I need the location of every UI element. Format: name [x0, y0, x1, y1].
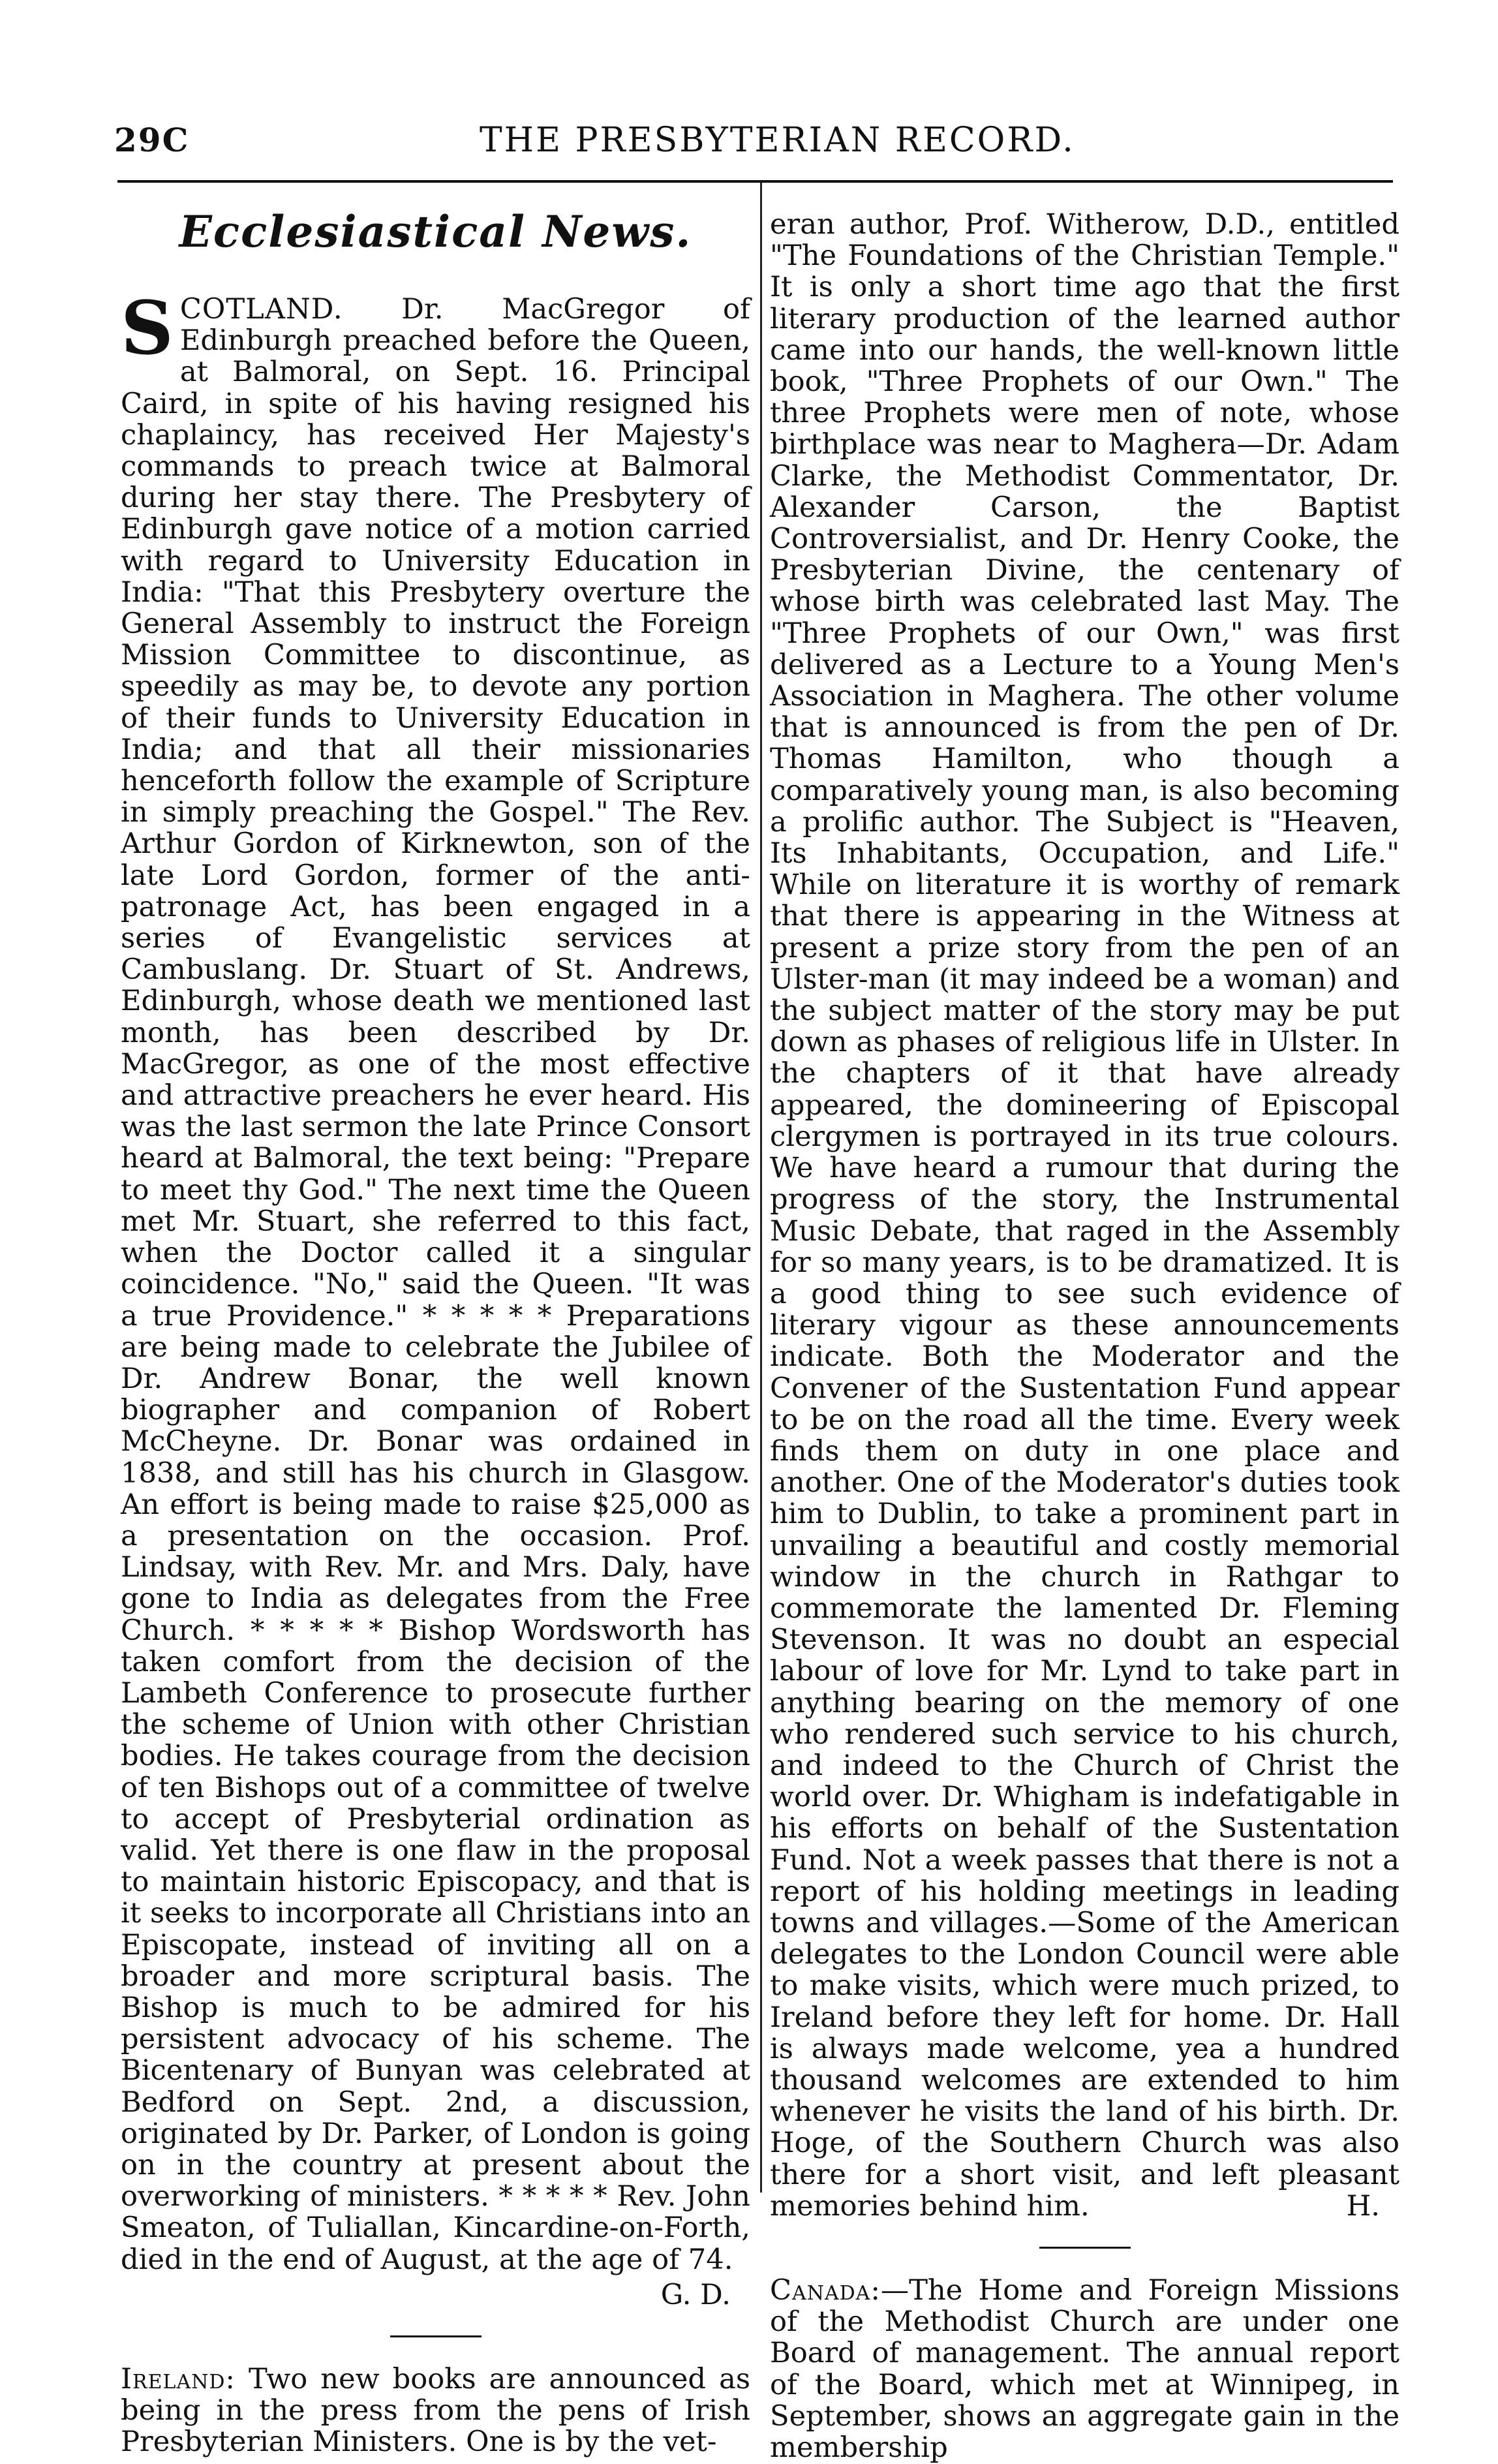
ireland-lead: Ireland:	[121, 2363, 236, 2395]
canada-paragraph	[770, 2275, 1399, 2463]
scotland-text: Dr. MacGregor of Edinburgh preached before the Queen, at Balmoral, on Sept. 16. Principal Caird, in spite of his having resigned his chaplaincy, has received Her Majesty's commands to preach twice at Balmoral during her stay there. The Presbytery of Edinburgh gave notice of a motion carried with regard to University Education in India: "That this Presbytery overture the General Assembly to instruct the Foreign Mission Committee to discontinue, as speedily as may be, to devote any portion of their funds to University Education in India; and that all their missionaries henceforth follow the example of Scripture in simply preaching the Gospel." The Rev. Arthur Gordon of Kirknewton, son of the late Lord Gordon, former of the anti-patronage Act, has been engaged in a series of Evangelistic services at Cambuslang. Dr. Stuart of St. Andrews, Edinburgh, whose death we mentioned last month, has been described by Dr. MacGregor, as one of the most effective and attractive preachers he ever heard. His was the last sermon the late Prince Consort heard at Balmoral, the text being: "Prepare to meet thy God." The next time the Queen met Mr. Stuart, she referred to this fact, when the Doctor called it a singular coincidence. "No," said the Queen. "It was a true Providence." * * * * * Preparations are being made to celebrate the Jubilee of Dr. Andrew Bonar, the well known biographer and companion of Robert McCheyne. Dr. Bonar was ordained in 1838, and still has his church in Glasgow. An effort is being made to raise $25,000 as a presentation on the occasion. Prof. Lindsay, with Rev. Mr. and Mrs. Daly, have gone to India as delegates from the Free Church. * * * * * Bishop Wordsworth has taken comfort from the decision of the Lambeth Conference to prosecute further the scheme of Union with other Christian bodies. He takes courage from the decision of ten Bishops out of a committee of twelve to accept of Presbyterial ordination as valid. Yet there is one flaw in the proposal to maintain historic Episcopacy, and that is it seeks to incorporate all Christians into an Episcopate, instead of inviting all on a broader and more scriptural basis. The Bishop is much to be admired for his persistent advocacy of his scheme. The Bicentenary of Bunyan was celebrated at Bedford on Sept. 2nd, a discussion, originated by Dr. Parker, of London is going on in the country at present about the overworking of ministers. * * * * * Rev. John Smeaton, of Tuliallan, Kincardine-on-Forth, died in the end of August, at the age of 74.	[121, 293, 750, 2276]
ireland-continued-text: eran author, Prof. Witherow, D.D., entitled "The Foundations of the Christian Temple." It is only a short time ago that the first literary production of the learned author came into our hands, the well-known little book, "Three Prophets of our Own." The three Prophets were men of note, whose birthplace was near to Maghera—Dr. Adam Clarke, the Methodist Commentator, Dr. Alexander Carson, the Baptist Controversialist, and Dr. Henry Cooke, the Presbyterian Divine, the centenary of whose birth was celebrated last May. The "Three Prophets of our Own," was first delivered as a Lecture to a Young Men's Association in Maghera. The other volume that is announced is from the pen of Dr. Thomas Hamilton, who though a comparatively young man, is also becoming a prolific author. The Subject is "Heaven, Its Inhabitants, Occupation, and Life." While on literature it is worthy of remark that there is appearing in the Witness at present a prize story from the pen of an Ulster-man (it may indeed be a woman) and the subject matter of the story may be put down as phases of religious life in Ulster. In the chapters of it that have already appeared, the domineering of Episcopal clergymen is portrayed in its true colours. We have heard a rumour that during the progress of the story, the Instrumental Music Debate, that raged in the Assembly for so many years, is to be dramatized. It is a good thing to see such evidence of literary vigour as these announcements indicate. Both the Moderator and the Convener of the Sustentation Fund appear to be on the road all the time. Every week finds them on duty in one place and another. One of the Moderator's duties took him to Dublin, to take a prominent part in unvailing a beautiful and costly memorial window in the church in Rathgar to commemorate the lamented Dr. Fleming Stevenson. It was no doubt an especial labour of love for Mr. Lynd to take part in anything bearing on the memory of one who rendered such service to his church, and indeed to the Church of Christ the world over. Dr. Whigham is indefatigable in his efforts on behalf of the Sustentation Fund. Not a week passes that there is not a report of his holding meetings in leading towns and villages.—Some of the American delegates to the London Council were able to make visits, which were much prized, to Ireland before they left for home. Dr. Hall is always made welcome, yea a hundred thousand welcomes are extended to him whenever he visits the land of his birth. Dr. Hoge, of the Southern Church was also there for a short visit, and left pleasant memories behind him.	[770, 208, 1399, 2223]
ireland-continued-paragraph	[770, 209, 1399, 2222]
canada-lead: Canada:	[770, 2274, 881, 2307]
section-rule	[390, 2335, 482, 2337]
page-header	[114, 121, 1393, 173]
column-divider	[760, 183, 762, 2193]
ireland-paragraph	[121, 2364, 750, 2458]
ireland-text: Two new books are announced as being in the press from the pens of Irish Presbyterian Ministers. One is by the vet-	[121, 2363, 750, 2459]
right-column	[770, 209, 1399, 2463]
running-title: THE PRESBYTERIAN RECORD.	[480, 121, 1075, 160]
page-number: 29C	[114, 121, 190, 159]
canada-text: —The Home and Foreign Missions of the Methodist Church are under one Board of management. The annual report of the Board, which met at Winnipeg, in September, shows an aggregate gain in the membership	[770, 2274, 1399, 2464]
section-heading: Ecclesiastical News.	[179, 206, 692, 257]
left-column	[121, 196, 750, 2458]
signature-gd: G. D.	[660, 2278, 731, 2311]
dropcap: S	[121, 286, 174, 371]
scotland-paragraph	[121, 286, 750, 2276]
signature-h: H.	[1346, 2189, 1380, 2223]
header-rule	[117, 180, 1393, 183]
section-rule-right	[1039, 2247, 1131, 2249]
scotland-lead: COTLAND.	[179, 293, 343, 326]
